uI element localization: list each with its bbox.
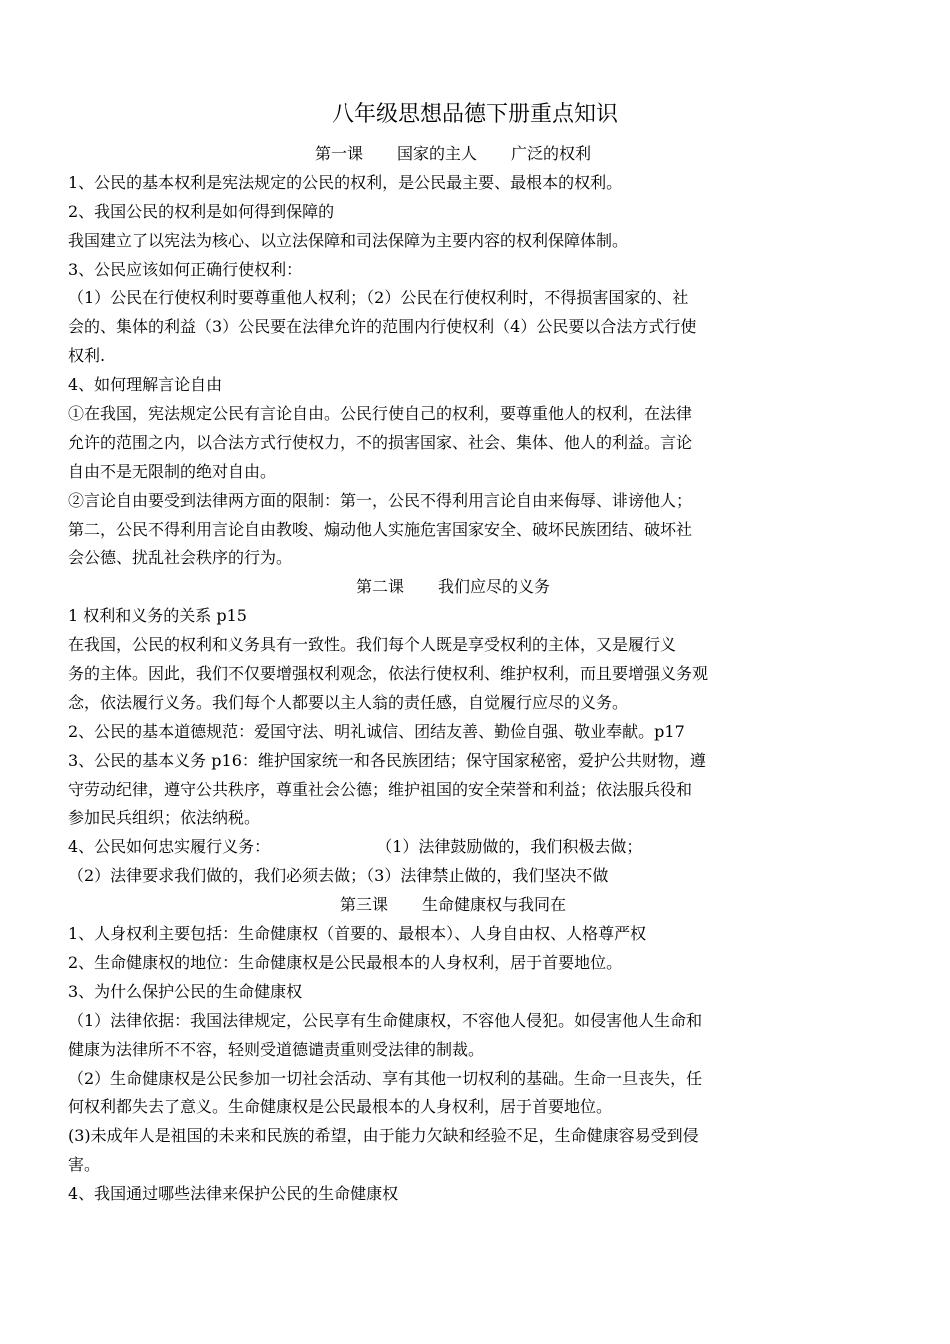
lesson-1-unit: 国家的主人	[396, 144, 477, 163]
paragraph-line: 务的主体。因此，我们不仅要增强权利观念，依法行使权利、维护权利，而且要增强义务观	[68, 664, 709, 684]
paragraph-line: 4、我国通过哪些法律来保护公民的生命健康权	[68, 1184, 399, 1204]
paragraph-line: 健康为法律所不不容，轻则受道德谴责重则受法律的制裁。	[68, 1039, 485, 1059]
paragraph-line: 守劳动纪律，遵守公共秩序，尊重社会公德；维护祖国的安全荣誉和利益；依法服兵役和	[68, 779, 693, 799]
paragraph-line: 参加民兵组织；依法纳税。	[68, 808, 261, 828]
lesson-1-section	[68, 169, 838, 573]
lesson-3-number: 第三课	[339, 895, 388, 915]
paragraph-line: 3、为什么保护公民的生命健康权	[68, 981, 303, 1001]
lesson-1-topic: 广泛的权利	[511, 144, 592, 163]
lesson-2-heading	[68, 573, 838, 602]
lesson-1-heading	[68, 140, 838, 169]
paragraph-line: ②言论自由要受到法律两方面的限制：第一，公民不得利用言论自由来侮辱、诽谤他人；	[68, 490, 693, 510]
paragraph-line: 2、我国公民的权利是如何得到保障的	[68, 201, 335, 221]
paragraph-line: 1、公民的基本权利是宪法规定的公民的权利，是公民最主要、最根本的权利。	[68, 172, 623, 192]
lesson-2-section	[68, 602, 838, 833]
paragraph-line: 2、生命健康权的地位：生命健康权是公民最根本的人身权利，居于首要地位。	[68, 952, 623, 972]
paragraph-line: 权利.	[68, 346, 106, 366]
paragraph-line: 会公德、扰乱社会秩序的行为。	[68, 548, 293, 568]
lesson-2-topic: 我们应尽的义务	[438, 577, 551, 597]
paragraph-line: （2）生命健康权是公民参加一切社会活动、享有其他一切权利的基础。生命一旦丧失，任	[68, 1068, 703, 1088]
paragraph-line: 2、公民的基本道德规范：爱国守法、明礼诚信、团结友善、勤俭自强、敬业奉献。p17	[68, 721, 685, 741]
paragraph-line: 3、公民应该如何正确行使权利：	[68, 259, 303, 279]
paragraph-line: 害。	[68, 1155, 101, 1175]
duty-question: 4、公民如何忠实履行义务：	[68, 837, 271, 857]
paragraph-line: （1）公民在行使权利时要尊重他人权利；（2）公民在行使权利时，不得损害国家的、社	[68, 288, 689, 308]
paragraph-line: 1、人身权利主要包括：生命健康权（首要的、最根本）、人身自由权、人格尊严权	[68, 924, 647, 944]
lesson-2-number: 第二课	[355, 577, 404, 597]
lesson-1-number: 第一课	[314, 144, 363, 163]
paragraph-line: 念，依法履行义务。我们每个人都要以主人翁的责任感，自觉履行应尽的义务。	[68, 692, 629, 712]
paragraph-line: 1 权利和义务的关系 p15	[68, 606, 247, 626]
paragraph-line: （2）法律要求我们做的，我们必须去做；（3）法律禁止做的，我们坚决不做	[68, 866, 609, 886]
paragraph-line: 会的、集体的利益（3）公民要在法律允许的范围内行使权利（4）公民要以合法方式行使	[68, 317, 697, 337]
paragraph-line	[68, 833, 838, 862]
paragraph-line: 允许的范围之内，以合法方式行使权力，不的损害国家、社会、集体、他人的利益。言论	[68, 432, 693, 452]
document-title: 八年级思想品德下册重点知识	[331, 102, 618, 127]
paragraph-line: 在我国，公民的权利和义务具有一致性。我们每个人既是享受权利的主体，又是履行义	[68, 635, 677, 655]
lesson-3-section	[68, 920, 838, 1209]
paragraph-line: ①在我国，宪法规定公民有言论自由。公民行使自己的权利，要尊重他人的权利，在法律	[68, 404, 693, 424]
lesson-3-heading	[68, 891, 838, 920]
paragraph-line: 何权利都失去了意义。生命健康权是公民最根本的人身权利，居于首要地位。	[68, 1097, 613, 1117]
paragraph-line: （1）法律依据：我国法律规定，公民享有生命健康权，不容他人侵犯。如侵害他人生命和	[68, 1010, 703, 1030]
paragraph-line: 4、如何理解言论自由	[68, 375, 223, 395]
document-body	[68, 140, 838, 1209]
paragraph-line: 3、公民的基本义务 p16：维护国家统一和各民族团结；保守国家秘密，爱护公共财物，遵	[68, 750, 706, 770]
paragraph-line: 我国建立了以宪法为核心、以立法保障和司法保障为主要内容的权利保障体制。	[68, 230, 629, 250]
duty-point-1: （1）法律鼓励做的，我们积极去做；	[376, 837, 643, 857]
paragraph-line: 第二，公民不得利用言论自由教唆、煽动他人实施危害国家安全、破坏民族团结、破坏社	[68, 519, 693, 539]
paragraph-line: (3)未成年人是祖国的未来和民族的希望，由于能力欠缺和经验不足，生命健康容易受到侵	[68, 1126, 699, 1146]
lesson-3-topic: 生命健康权与我同在	[422, 895, 567, 915]
paragraph-line: 自由不是无限制的绝对自由。	[68, 461, 277, 481]
